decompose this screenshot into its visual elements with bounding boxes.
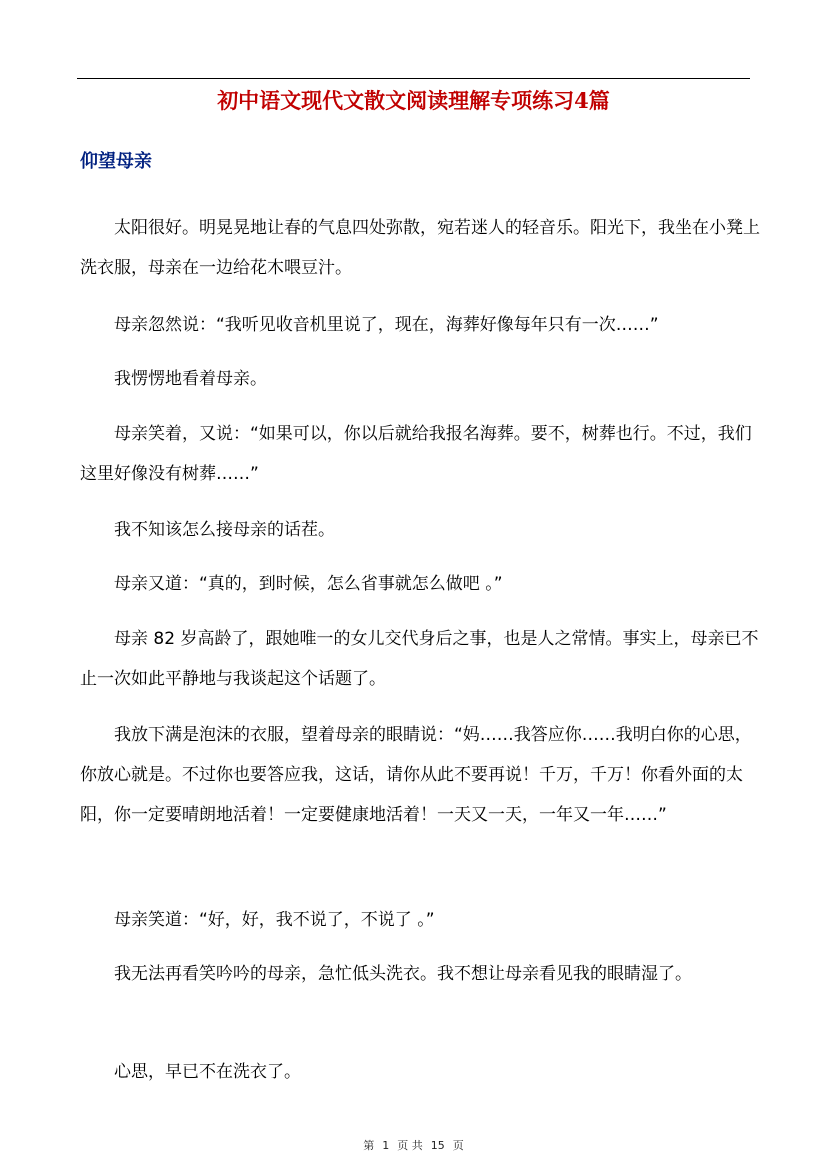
paragraph-1: 太阳很好。明晃晃地让春的气息四处弥散，宛若迷人的轻音乐。阳光下，我坐在小凳上洗衣服，母亲在一边给花木喂豆汁。 bbox=[80, 218, 760, 278]
paragraph-8: 我放下满是泡沫的衣服，望着母亲的眼睛说：“妈……我答应你……我明白你的心思，你放心就是。不过你也要答应我，这话，请你从此不要再说！千万，千万！你看外面的太阳，你一定要晴朗地活着！一定要健康地活着！一天又一天，一年又一年……” bbox=[80, 725, 752, 825]
page-footer bbox=[0, 1138, 827, 1154]
section-heading: 仰望母亲 bbox=[80, 151, 152, 172]
paragraph-9: 母亲笑道：“好，好，我不说了，不说了 。” bbox=[114, 910, 435, 930]
paragraph-10: 我无法再看笑吟吟的母亲，急忙低头洗衣。我不想让母亲看见我的眼睛湿了。 bbox=[114, 964, 692, 984]
footer-middle: 页 共 bbox=[397, 1139, 423, 1152]
footer-suffix: 页 bbox=[452, 1139, 464, 1152]
paragraph-6: 母亲又道：“真的，到时候，怎么省事就怎么做吧 。” bbox=[114, 574, 503, 594]
paragraph-11: 心思，早已不在洗衣了。 bbox=[114, 1062, 301, 1082]
footer-total-pages: 15 bbox=[430, 1139, 445, 1152]
paragraph-3: 我愣愣地看着母亲。 bbox=[114, 369, 267, 389]
footer-current-page: 1 bbox=[382, 1139, 390, 1152]
paragraph-4: 母亲笑着，又说：“如果可以，你以后就给我报名海葬。要不，树葬也行。不过，我们这里好像没有树葬……” bbox=[80, 424, 752, 484]
paragraph-7: 母亲 82 岁高龄了，跟她唯一的女儿交代身后之事，也是人之常情。事实上，母亲已不止一次如此平静地与我谈起这个话题了。 bbox=[80, 629, 759, 689]
paragraph-2: 母亲忽然说：“我听见收音机里说了，现在，海葬好像每年只有一次……” bbox=[114, 315, 659, 335]
paragraph-5: 我不知该怎么接母亲的话茬。 bbox=[114, 520, 335, 540]
document-title: 初中语文现代文散文阅读理解专项练习4篇 bbox=[217, 88, 610, 113]
header-rule bbox=[77, 78, 750, 79]
footer-prefix: 第 bbox=[363, 1139, 375, 1152]
